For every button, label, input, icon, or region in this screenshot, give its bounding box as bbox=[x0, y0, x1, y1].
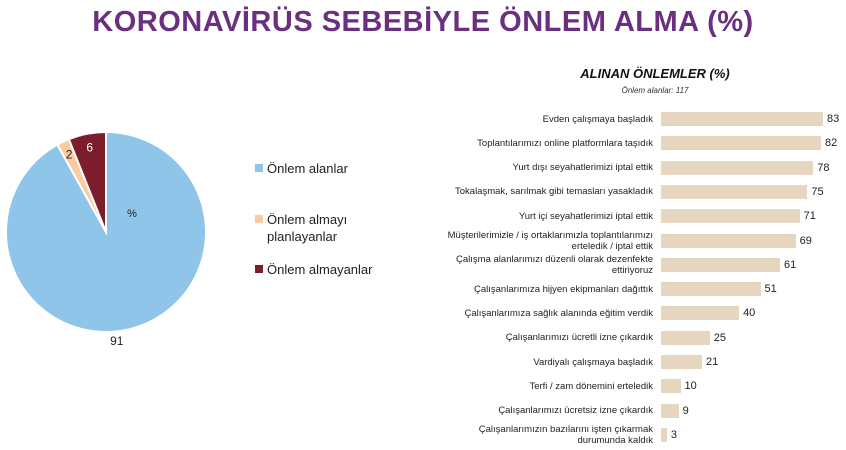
bar-value-12: 9 bbox=[682, 404, 689, 417]
bar-value-13: 3 bbox=[670, 428, 677, 441]
bar-label-1: Toplantılarımızı online platformlara taşıdık bbox=[477, 137, 653, 149]
bar-label-2: Yurt dışı seyahatlerimizi iptal ettik bbox=[512, 162, 653, 174]
bar-chart-subtitle: Önlem alanlar: 117 bbox=[621, 86, 689, 95]
bar-label-11: Terfi / zam dönemini erteledik bbox=[529, 380, 653, 392]
bar-value-1: 82 bbox=[825, 137, 838, 150]
bar-12 bbox=[661, 404, 679, 418]
bar-10 bbox=[661, 355, 702, 369]
bar-label-6: Çalışma alanlarımızı düzenli olarak dezenfekte ettiriyoruz bbox=[456, 253, 653, 276]
bar-value-10: 21 bbox=[705, 356, 719, 368]
bar-6 bbox=[661, 258, 780, 272]
bar-value-8: 40 bbox=[743, 307, 756, 320]
bar-label-8: Çalışanlarımıza sağlık alanında eğitim verdik bbox=[464, 307, 653, 319]
bar-value-5: 69 bbox=[799, 234, 812, 247]
pie-value-label-1: 2 bbox=[65, 147, 73, 162]
bar-label-0: Evden çalışmaya başladık bbox=[542, 113, 653, 125]
bar-label-10: Vardiyalı çalışmaya başladık bbox=[533, 356, 653, 368]
bar-4 bbox=[661, 209, 800, 223]
pie-center-label: % bbox=[127, 208, 137, 220]
bar-label-9: Çalışanlarımızı ücretli izne çıkardık bbox=[505, 332, 653, 344]
legend-item-onlem-alanlar bbox=[255, 160, 387, 177]
bar-value-0: 83 bbox=[827, 113, 840, 125]
bar-5 bbox=[661, 234, 796, 248]
bar-3 bbox=[661, 185, 807, 199]
bar-value-4: 71 bbox=[803, 210, 816, 223]
bar-0 bbox=[661, 112, 823, 126]
bar-9 bbox=[661, 331, 710, 345]
bar-11 bbox=[661, 379, 681, 393]
pie-value-label-2: 6 bbox=[86, 140, 94, 155]
bar-label-5: Müşterilerimizle / iş ortaklarımızla toplantılarımızı erteledik / iptal ettik bbox=[447, 229, 653, 252]
bar-chart-title: ALINAN ÖNLEMLER (%) bbox=[580, 66, 730, 81]
legend-label-onlem-alanlar: Önlem alanlar bbox=[267, 161, 348, 176]
bar-value-9: 25 bbox=[713, 331, 727, 344]
bar-2 bbox=[661, 161, 813, 175]
bar-value-7: 51 bbox=[764, 283, 777, 296]
bar-13 bbox=[661, 428, 667, 442]
bar-value-3: 75 bbox=[811, 185, 824, 198]
legend-swatch-onlem-almayi-planlayanlar bbox=[255, 215, 263, 223]
bar-7 bbox=[661, 282, 761, 296]
bar-1 bbox=[661, 136, 821, 150]
pie-chart bbox=[0, 120, 220, 349]
pie-value-label-0: 91 bbox=[110, 334, 124, 349]
legend-label-onlem-almayi-planlayanlar: Önlem almayı planlayanlar bbox=[267, 212, 348, 244]
bar-value-2: 78 bbox=[817, 161, 830, 174]
legend-swatch-onlem-almayanlar bbox=[255, 265, 263, 273]
bar-label-4: Yurt içi seyahatlerimizi iptal ettik bbox=[518, 210, 653, 222]
bar-label-12: Çalışanlarımızı ücretsiz izne çıkardık bbox=[498, 405, 653, 417]
bar-label-13: Çalışanlarımızın bazılarını işten çıkarmak durumunda kaldık bbox=[478, 423, 653, 446]
bar-value-11: 10 bbox=[684, 380, 697, 393]
legend-item-onlem-almayanlar bbox=[255, 261, 387, 278]
legend-label-onlem-almayanlar: Önlem almayanlar bbox=[267, 262, 373, 277]
legend-item-onlem-almayi-planlayanlar bbox=[255, 211, 387, 245]
legend-swatch-onlem-alanlar bbox=[255, 164, 263, 172]
bar-label-7: Çalışanlarımıza hijyen ekipmanları dağıttık bbox=[474, 283, 653, 295]
bar-8 bbox=[661, 306, 739, 320]
bar-label-3: Tokalaşmak, sarılmak gibi temasları yasakladık bbox=[455, 186, 653, 198]
bar-value-6: 61 bbox=[784, 258, 797, 271]
page-title: KORONAVİRÜS SEBEBİYLE ÖNLEM ALMA (%) bbox=[92, 6, 754, 38]
